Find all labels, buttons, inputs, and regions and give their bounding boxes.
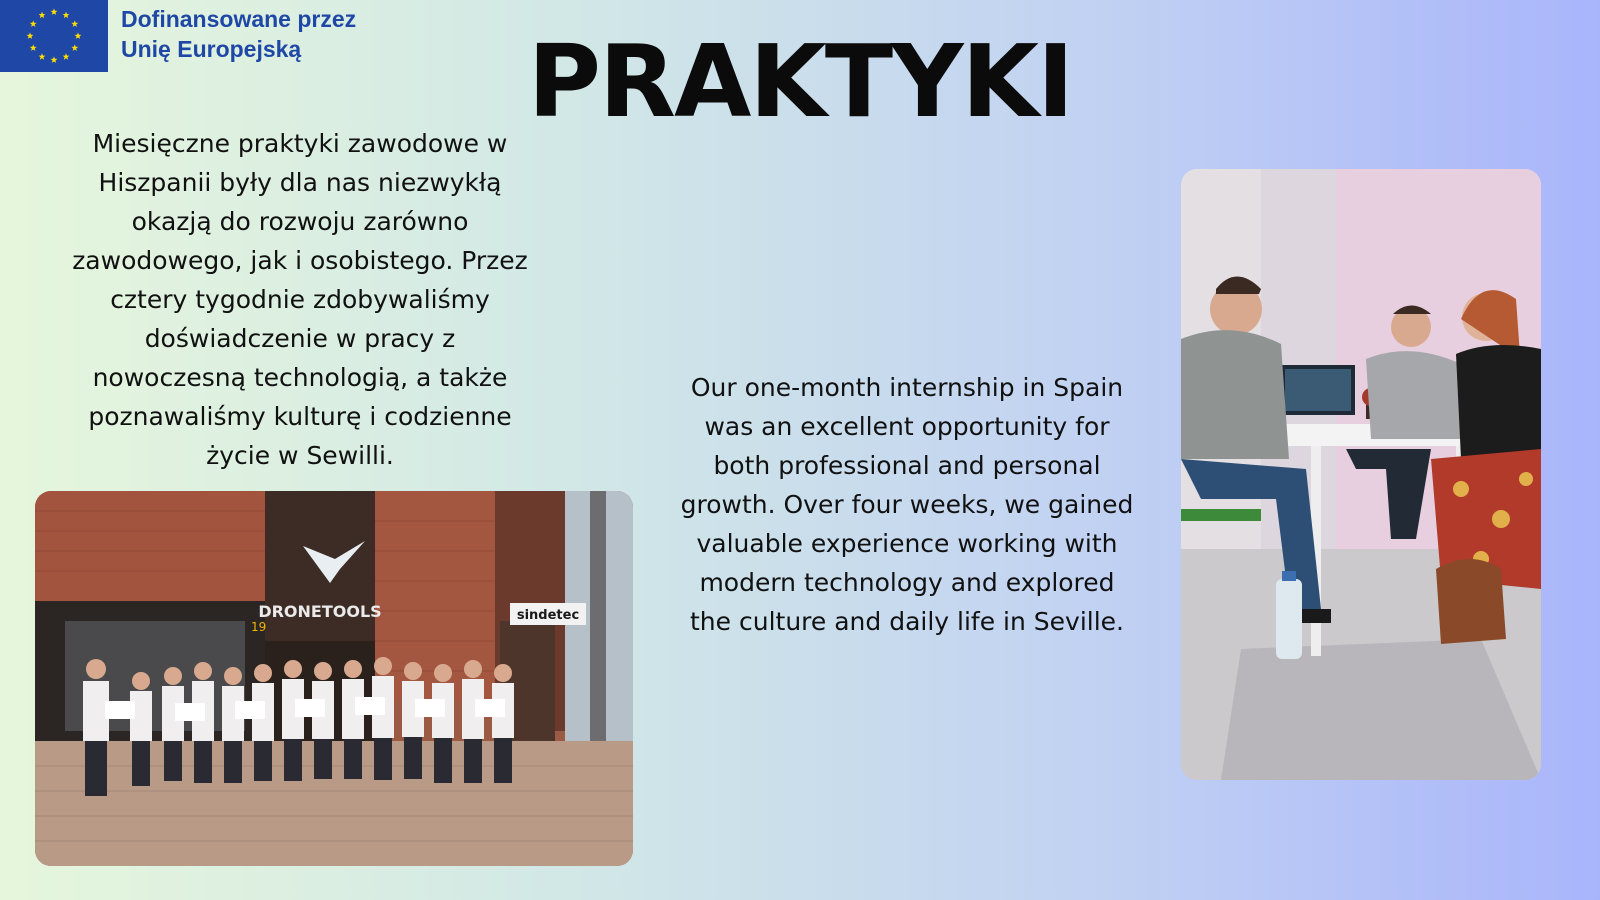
group-photo: [35, 491, 633, 866]
lab-photo: [1181, 169, 1541, 780]
sindetec-sign: sindetec: [516, 608, 580, 623]
door-number: 19: [251, 620, 267, 634]
english-description: Our one-month internship in Spain was an excellent opportunity for both professional and personal growth. Over four weeks, we gained valuable experience working with modern technology and explored the culture and daily life in Seville.: [680, 373, 1134, 636]
polish-description: Miesięczne praktyki zawodowe w Hiszpanii były dla nas niezwykłą okazją do rozwoju zarówno zawodowego, jak i osobistego. Przez cztery tygodnie zdobywaliśmy doświadczenie w pracy z nowoczesną technologią, a także poznawaliśmy kulturę i codzienne życie w Sewilli.: [72, 129, 528, 470]
group-photo-illustration: [35, 491, 633, 866]
lab-photo-illustration: [1181, 169, 1541, 780]
eu-label-line1: Dofinansowane przez: [121, 6, 357, 32]
page-title: PRAKTYKI: [527, 23, 1073, 140]
eu-label-line2: Unię Europejską: [121, 36, 302, 62]
dronetools-sign: DRONETOOLS: [258, 602, 382, 621]
